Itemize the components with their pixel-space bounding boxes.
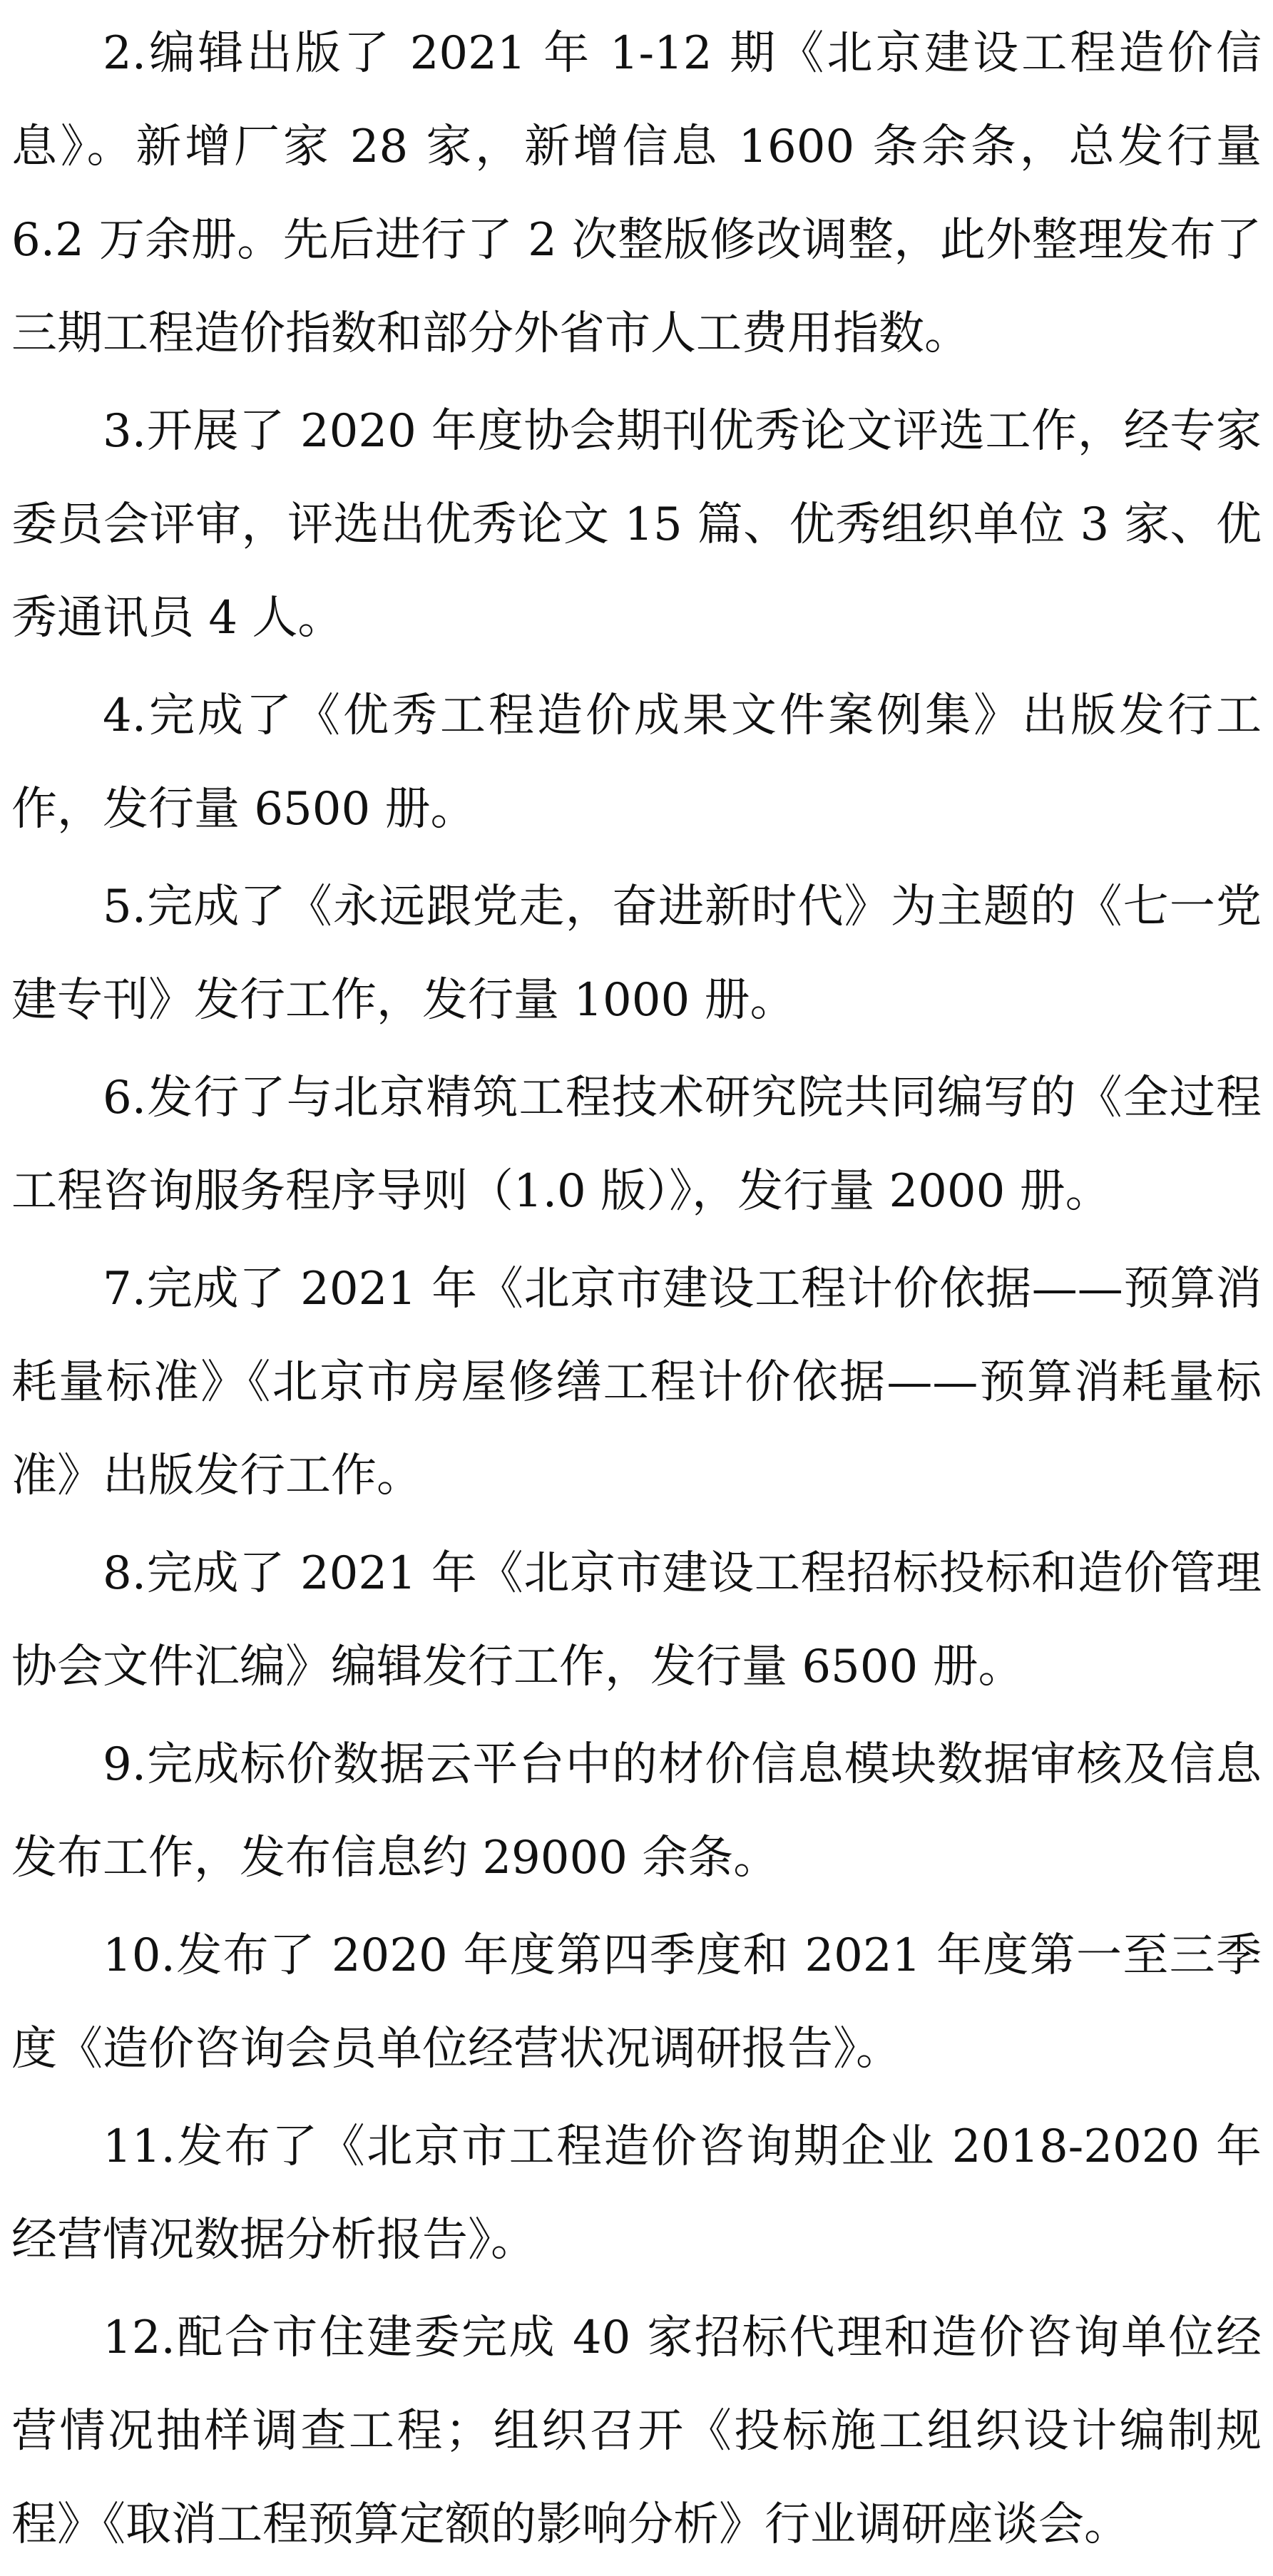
paragraph-item-11: 11.发布了《北京市工程造价咨询期企业 2018-2020 年经营情况数据分析报告》。: [11, 2120, 1262, 2267]
paragraph-item-10: 10.发布了 2020 年度第四季度和 2021 年度第一至三季度《造价咨询会员单位经营状况调研报告》。: [11, 1929, 1262, 2075]
paragraph-item-7: 7.完成了 2021 年《北京市建设工程计价依据——预算消耗量标准》《北京市房屋修缮工程计价依据——预算消耗量标准》出版发行工作。: [11, 1263, 1262, 1502]
paragraph-item-2: 2.编辑出版了 2021 年 1-12 期《北京建设工程造价信息》。新增厂家 28 家，新增信息 1600 条余条，总发行量 6.2 万余册。先后进行了 2 次整版修改调整，此外整理发布了三期工程造价指数和部分外省市人工费用指数。: [11, 27, 1262, 360]
paragraph-item-12: 12.配合市住建委完成 40 家招标代理和造价咨询单位经营情况抽样调查工程；组织召开《投标施工组织设计编制规程》《取消工程预算定额的影响分析》行业调研座谈会。: [11, 2311, 1262, 2551]
paragraph-item-9: 9.完成标价数据云平台中的材价信息模块数据审核及信息发布工作，发布信息约 29000 余条。: [11, 1738, 1262, 1884]
paragraph-item-8: 8.完成了 2021 年《北京市建设工程招标投标和造价管理协会文件汇编》编辑发行工作，发行量 6500 册。: [11, 1547, 1262, 1693]
paragraph-item-4: 4.完成了《优秀工程造价成果文件案例集》出版发行工作，发行量 6500 册。: [11, 689, 1262, 836]
document-body: [11, 7, 1262, 2576]
paragraph-item-6: 6.发行了与北京精筑工程技术研究院共同编写的《全过程工程咨询服务程序导则（1.0 版）》，发行量 2000 册。: [11, 1072, 1262, 1218]
paragraph-item-5: 5.完成了《永远跟党走，奋进新时代》为主题的《七一党建专刊》发行工作，发行量 1000 册。: [11, 881, 1262, 1027]
paragraph-item-3: 3.开展了 2020 年度协会期刊优秀论文评选工作，经专家委员会评审，评选出优秀论文 15 篇、优秀组织单位 3 家、优秀通讯员 4 人。: [11, 405, 1262, 645]
